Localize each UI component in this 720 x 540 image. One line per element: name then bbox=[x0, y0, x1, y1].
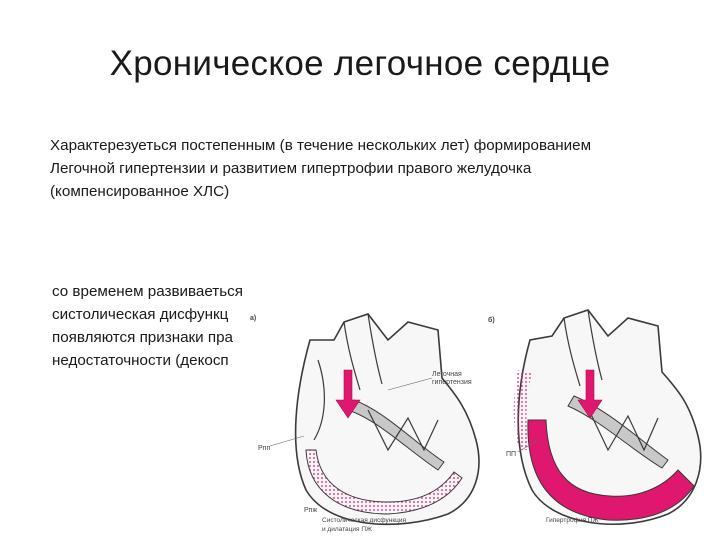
side-line: систолическая дисфункц bbox=[52, 306, 229, 323]
panel-a-tag: а) bbox=[250, 315, 257, 322]
intro-line: (компенсированное ХЛС) bbox=[50, 183, 230, 200]
caption-a-2: и дилатация ПЖ bbox=[322, 526, 372, 533]
label-pp: ПП bbox=[506, 451, 517, 458]
side-line: появляются признаки пра bbox=[52, 329, 233, 346]
heart-panel-a bbox=[250, 314, 479, 533]
side-line: недостаточности (декосп bbox=[52, 352, 229, 369]
label-rv: Рпж bbox=[304, 507, 318, 514]
heart-panel-b bbox=[488, 310, 701, 524]
label-lung-hypertension-2: гипертензия bbox=[432, 379, 472, 386]
panel-b-tag: б) bbox=[488, 317, 495, 324]
caption-a-1: Систолическая дисфункция bbox=[322, 517, 407, 524]
intro-paragraph bbox=[50, 134, 690, 203]
heart-illustration bbox=[248, 300, 720, 540]
slide-title: Хроническое легочное сердце bbox=[109, 44, 611, 83]
side-paragraph bbox=[52, 280, 257, 372]
side-line: со временем развиваеться bbox=[52, 283, 243, 300]
label-lung-hypertension-1: Легочная bbox=[432, 371, 462, 378]
label-rp: Рпп bbox=[258, 445, 271, 452]
intro-line: Легочной гипертензии и развитием гипертрофии правого желудочка bbox=[50, 160, 532, 177]
caption-b: Гипертрофия ПЖ bbox=[546, 517, 599, 524]
intro-line: Характерезуеться постепенным (в течение нескольких лет) формированием bbox=[50, 137, 592, 154]
heart-diagram-svg bbox=[248, 300, 720, 540]
